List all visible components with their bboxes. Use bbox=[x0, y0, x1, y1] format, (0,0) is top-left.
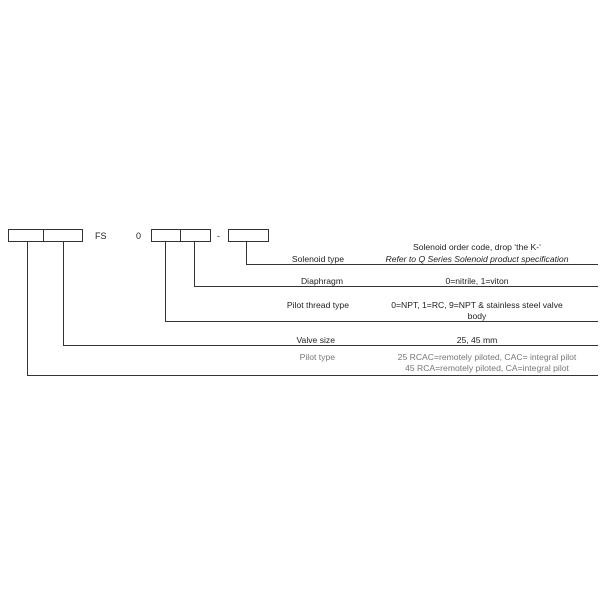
row-label-pilot-thread-type: Pilot thread type bbox=[286, 300, 349, 310]
row-label-solenoid-type: Solenoid type bbox=[291, 254, 344, 264]
code-digit: 0 bbox=[136, 231, 142, 241]
row-label-diaphragm: Diaphragm bbox=[300, 276, 343, 286]
row-label-valve-size: Valve size bbox=[296, 335, 335, 345]
row-desc-solenoid-type-line2: Refer to Q Series Solenoid product specification bbox=[385, 254, 569, 264]
code-prefix: FS bbox=[95, 231, 107, 241]
row-desc-pilot-thread-type-line1: 0=NPT, 1=RC, 9=NPT & stainless steel valve bbox=[391, 300, 563, 310]
row-desc-pilot-thread-type-line2: body bbox=[467, 311, 487, 321]
row-desc-diaphragm: 0=nitrile, 1=viton bbox=[445, 276, 509, 286]
row-desc-solenoid-type-line1: Solenoid order code, drop ‘the K-‘ bbox=[412, 242, 542, 252]
row-desc-pilot-type-line1: 25 RCAC=remotely piloted, CAC= integral pilot bbox=[397, 352, 577, 362]
code-box-valve-size bbox=[44, 230, 83, 242]
row-desc-pilot-type-line2: 45 RCA=remotely piloted, CA=integral pilot bbox=[405, 363, 569, 373]
row-label-pilot-type: Pilot type bbox=[299, 352, 335, 362]
code-separator: - bbox=[217, 231, 220, 241]
code-box-diaphragm bbox=[181, 230, 211, 242]
row-desc-valve-size: 25, 45 mm bbox=[456, 335, 498, 345]
code-box-pilot-type bbox=[9, 230, 44, 242]
code-box-solenoid bbox=[229, 230, 269, 242]
code-box-pilot-thread bbox=[152, 230, 181, 242]
